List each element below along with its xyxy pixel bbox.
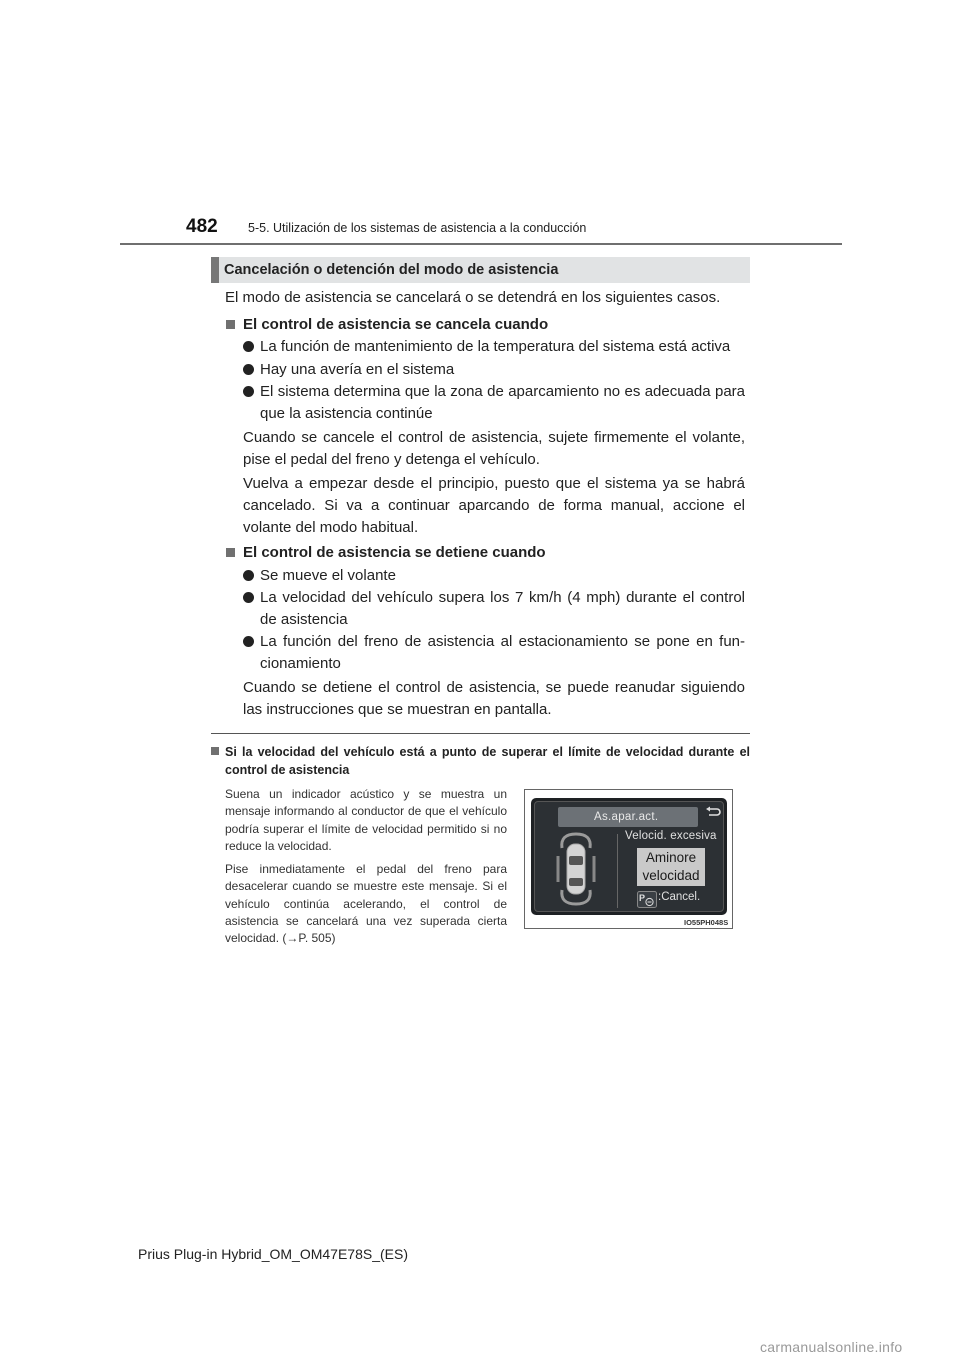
car-top-view-icon (556, 832, 596, 906)
block1-paragraph-2: Vuelva a empezar desde el principio, puesto que el sistema ya se habrá cancelado. Si va a continuar aparcando de forma manual, accione el volante del modo habitual. (243, 475, 745, 536)
block1-bullet-1: La función de mantenimiento de la temperatura del sistema está activa (260, 338, 731, 355)
figure-code: IO55PH048S (684, 918, 729, 927)
page-number: 482 (186, 216, 218, 237)
block1-heading: El control de asistencia se cancela cuando (243, 316, 549, 333)
screen-title: As.apar.act. (558, 807, 698, 827)
section-title: Cancelación o detención del modo de asistencia (224, 262, 559, 278)
square-bullet-icon (226, 548, 235, 557)
block1-bullet-2: Hay una avería en el sistema (260, 361, 455, 378)
block1-paragraph-1: Cuando se cancele el control de asistencia, sujete firmemente el volante, pise el pedal del freno y detenga el vehículo. (243, 429, 745, 468)
header-rule (120, 243, 842, 245)
intro-paragraph: El modo de asistencia se cancelará o se detendrá en los siguientes casos. (225, 289, 721, 306)
note-heading: Si la velocidad del vehículo está a punto de superar el límite de velocidad durante el control de asistencia (225, 745, 750, 777)
back-arrow-icon (705, 806, 721, 820)
cancel-label: :Cancel. (658, 891, 701, 903)
block2-paragraph: Cuando se detiene el control de asistencia, se puede reanudar siguiendo las instrucciones que se muestran en pantalla. (243, 679, 745, 718)
square-bullet-icon (226, 320, 235, 329)
note-paragraph-1: Suena un indicador acústico y se muestra un mensaje informando al conductor de que el vehículo podría superar el límite de velocidad permitido si no reduce la velocidad. (225, 787, 507, 853)
warning-line-2: velocidad (642, 868, 700, 883)
block2-bullet-3: La función del freno de asistencia al estacionamiento se pone en fun- cionamiento (260, 633, 745, 672)
bullet-dot-icon (243, 570, 254, 581)
watermark: carmanualsonline.info (760, 1339, 903, 1355)
bullet-dot-icon (243, 592, 254, 603)
note-paragraph-2: Pise inmediatamente el pedal del freno para desacelerar cuando se muestre este mensaje. Si el vehículo continúa acelerando, el control de asistencia se cancelará una vez superada cierta velocidad. (→P. 505) (225, 862, 507, 946)
bullet-dot-icon (243, 364, 254, 375)
block1-bullet-3: El sistema determina que la zona de aparcamiento no es adecuada para que la asistencia continúe (260, 383, 745, 422)
bullet-dot-icon (243, 386, 254, 397)
screen-divider (617, 834, 618, 908)
bullet-dot-icon (243, 341, 254, 352)
block2-heading: El control de asistencia se detiene cuando (243, 544, 546, 561)
parking-cancel-icon (637, 891, 657, 908)
slow-down-warning (637, 848, 705, 886)
block2-bullet-2: La velocidad del vehículo supera los 7 km/h (4 mph) durante el control de asistencia (260, 589, 745, 628)
square-bullet-icon (211, 747, 219, 755)
warning-line-1: Aminore (645, 850, 697, 865)
bullet-dot-icon (243, 636, 254, 647)
running-header: 5-5. Utilización de los sistemas de asistencia a la conducción (248, 221, 587, 235)
footer: Prius Plug-in Hybrid_OM_OM47E78S_(ES) (138, 1246, 408, 1262)
block2-bullet-1: Se mueve el volante (260, 567, 396, 584)
overspeed-label: Velocid. excesiva (625, 830, 717, 842)
notes-rule (211, 733, 750, 734)
p-label: P (639, 893, 646, 903)
